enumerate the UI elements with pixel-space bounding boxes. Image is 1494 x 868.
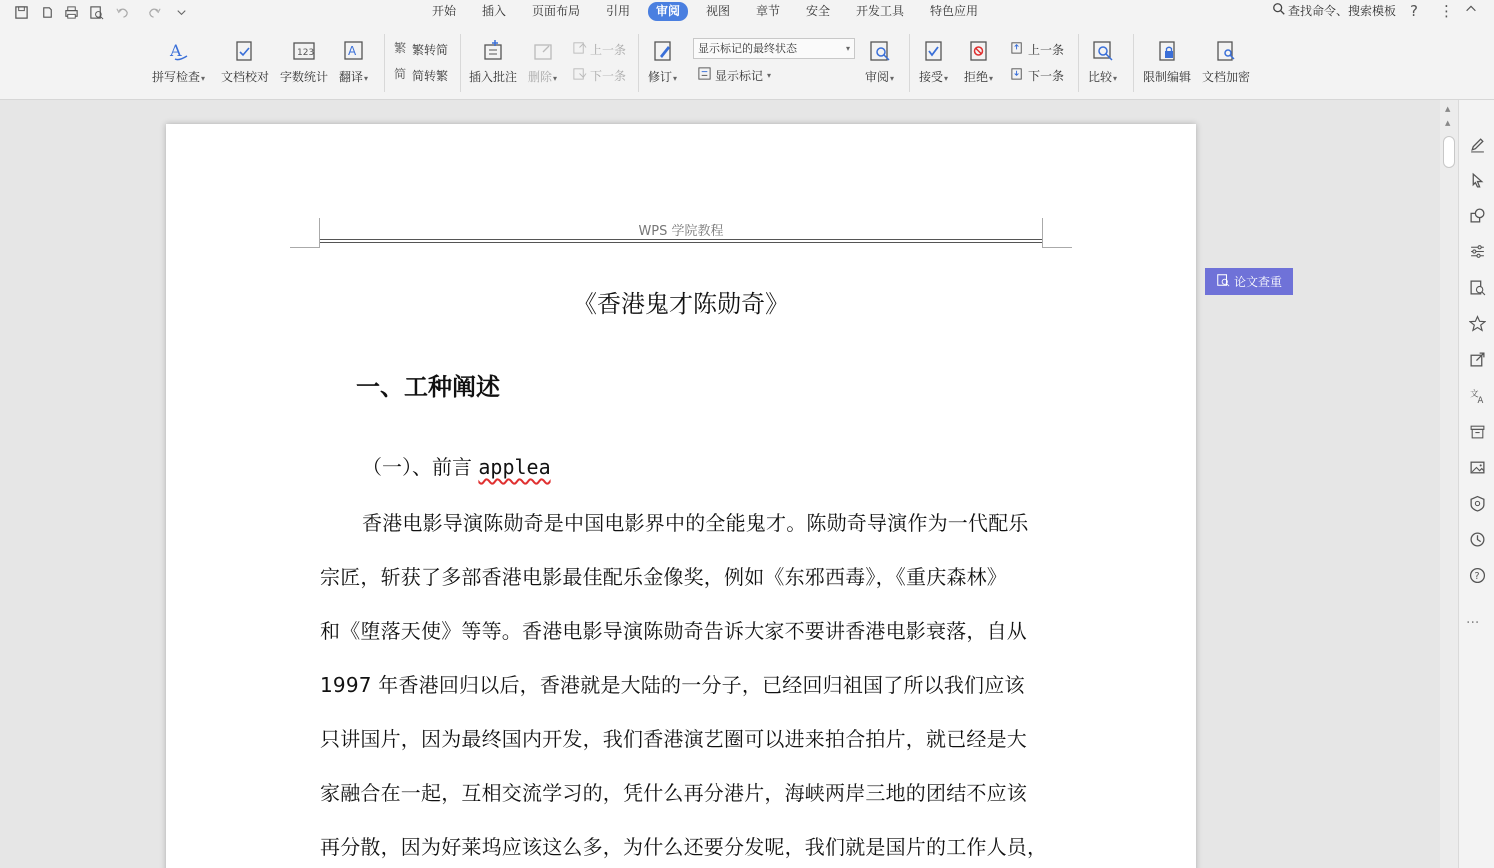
ribbon-separator	[1133, 34, 1134, 92]
accept-button[interactable]: 接受▾	[919, 38, 948, 85]
compare-icon	[1090, 38, 1116, 64]
next-change-label: 下一条	[1028, 68, 1065, 83]
compare-label: 比较	[1088, 70, 1113, 84]
tab-references[interactable]: 引用	[606, 4, 631, 18]
heading-2[interactable]	[362, 451, 551, 480]
review-pane-label: 审阅	[865, 70, 890, 84]
spell-check-icon	[166, 38, 192, 64]
show-markup-label: 显示标记	[715, 68, 764, 83]
tab-view[interactable]: 视图	[706, 4, 731, 18]
markup-state-dropdown[interactable]	[693, 38, 855, 59]
header-rule	[320, 239, 1042, 240]
search-command-label: 查找命令、搜索模板	[1288, 4, 1397, 18]
svg-text:文: 文	[1469, 389, 1479, 400]
collapse-ribbon-icon[interactable]	[1464, 2, 1478, 21]
search-command[interactable]	[1272, 2, 1396, 21]
tab-chapter[interactable]: 章节	[756, 4, 781, 18]
right-sidebar	[1458, 100, 1494, 868]
simp-to-trad-label: 简转繁	[412, 68, 449, 83]
doc-encrypt-button[interactable]	[1202, 38, 1250, 85]
more-tools-icon[interactable]: ···	[1466, 615, 1480, 631]
svg-text:?: ?	[1474, 570, 1480, 582]
markup-state-value: 显示标记的最终状态	[698, 42, 797, 55]
menu-bar	[0, 0, 1494, 24]
encrypt-icon	[1213, 38, 1239, 64]
accept-icon	[921, 38, 947, 64]
show-markup-button[interactable]: 显示标记 ▾	[697, 66, 771, 84]
trad-to-simp-label: 繁转简	[412, 42, 449, 57]
spell-check-button[interactable]: A 拼写检查▾	[152, 38, 205, 85]
trad-to-simp-button[interactable]	[394, 40, 448, 58]
next-change-icon	[1010, 66, 1025, 84]
tab-review[interactable]: 审阅	[648, 2, 688, 21]
prev-change-icon	[1010, 40, 1025, 58]
paper-check-button[interactable]	[1205, 268, 1293, 295]
cursor-icon[interactable]	[1467, 170, 1487, 190]
prev-comment-button[interactable]	[572, 40, 626, 58]
next-comment-button[interactable]	[572, 66, 626, 84]
ribbon-separator	[638, 34, 639, 92]
image-icon[interactable]	[1467, 457, 1487, 477]
delete-comment-label: 删除	[528, 70, 553, 84]
paragraph-line[interactable]: 宗匠，斩获了多部香港电影最佳配乐金像奖，例如《东邪西毒》，《重庆森林》	[320, 565, 1007, 589]
search-icon	[1272, 2, 1286, 22]
heading-2-text: （一）、前言	[362, 455, 479, 479]
output-pdf-icon[interactable]	[38, 3, 56, 21]
next-change-button[interactable]	[1010, 66, 1064, 84]
compare-button[interactable]: 比较▾	[1088, 38, 1117, 85]
track-changes-icon	[650, 38, 676, 64]
word-count-icon	[291, 38, 317, 64]
ribbon-separator	[460, 34, 461, 92]
vertical-scrollbar[interactable]	[1440, 100, 1458, 868]
misspelled-word[interactable]: applea	[478, 455, 551, 479]
prev-change-label: 上一条	[1028, 42, 1065, 57]
paper-check-label: 论文查重	[1233, 275, 1282, 289]
trad-to-simp-icon	[394, 40, 409, 58]
prev-change-button[interactable]	[1010, 40, 1064, 58]
lock-icon	[1154, 38, 1180, 64]
doc-proofread-label: 文档校对	[221, 70, 270, 84]
document-page[interactable]	[166, 124, 1196, 868]
svg-text:简: 简	[394, 67, 407, 81]
tab-developer[interactable]: 开发工具	[856, 4, 905, 18]
paragraph-line[interactable]: 和《堕落天使》等等。香港电影导演陈勋奇告诉大家不要讲香港电影衰落，自从	[320, 619, 1027, 643]
paragraph-line[interactable]: 家融合在一起，互相交流学习的，凭什么再分港片，海峡两岸三地的团结不应该	[320, 781, 1027, 805]
pen-icon[interactable]	[1467, 134, 1487, 154]
more-icon[interactable]: ⋮	[1439, 2, 1454, 20]
show-markup-icon	[697, 66, 712, 84]
paragraph-line[interactable]: 再分散，因为好莱坞应该这么多，为什么还要分发呢，我们就是国片的工作人员，	[320, 835, 1048, 859]
word-count-button[interactable]	[280, 38, 328, 85]
header-rule	[320, 242, 1042, 243]
ribbon-separator	[909, 34, 910, 92]
svg-text:A: A	[347, 44, 356, 58]
prev-comment-icon	[572, 40, 587, 58]
page-header-text[interactable]: WPS 学院教程	[638, 224, 724, 239]
insert-comment-icon	[480, 38, 506, 64]
insert-comment-button[interactable]	[469, 38, 517, 85]
next-comment-label: 下一条	[590, 68, 627, 83]
star-icon[interactable]	[1467, 313, 1487, 333]
tab-home[interactable]: 开始	[432, 4, 457, 18]
translate-label: 翻译	[339, 70, 364, 84]
doc-proofread-button[interactable]	[221, 38, 269, 85]
shield-icon[interactable]	[1467, 493, 1487, 513]
help-icon[interactable]: ?	[1410, 2, 1418, 20]
review-pane-icon	[867, 38, 893, 64]
reject-label: 拒绝	[964, 70, 989, 84]
translate-icon	[341, 38, 367, 64]
chevron-down-icon: ▾	[845, 44, 850, 53]
svg-text:A: A	[1477, 395, 1483, 404]
svg-text:A: A	[169, 41, 182, 60]
undo-icon[interactable]	[113, 3, 131, 21]
track-changes-label: 修订	[648, 70, 673, 84]
scroll-up-icon[interactable]: ▲	[1445, 119, 1451, 127]
translate-side-icon[interactable]	[1467, 385, 1487, 405]
paragraph-line[interactable]: 只讲国片，因为最终国内开发，我们香港演艺圈可以进来拍合拍片，就已经是大	[320, 727, 1027, 751]
history-icon[interactable]	[1467, 529, 1487, 549]
settings-sliders-icon[interactable]	[1467, 241, 1487, 261]
next-comment-icon	[572, 66, 587, 84]
spell-check-label: 拼写检查	[152, 70, 201, 84]
reject-button[interactable]: 拒绝▾	[964, 38, 993, 85]
paper-check-icon	[1216, 273, 1230, 290]
help-circle-icon[interactable]	[1467, 565, 1487, 585]
doc-encrypt-label: 文档加密	[1202, 70, 1251, 84]
delete-comment-button[interactable]: 删除▾	[528, 38, 557, 85]
prev-comment-label: 上一条	[590, 42, 627, 57]
word-count-label: 字数统计	[280, 70, 329, 84]
tab-insert[interactable]: 插入	[482, 4, 507, 18]
translate-button[interactable]: A 翻译▾	[339, 38, 368, 85]
save-icon[interactable]	[12, 3, 30, 21]
document-search-icon[interactable]	[1467, 277, 1487, 297]
tab-security[interactable]: 安全	[806, 4, 831, 18]
paragraph-line[interactable]: 香港电影导演陈勋奇是中国电影界中的全能鬼才。陈勋奇导演作为一代配乐	[362, 511, 1029, 535]
scrollbar-thumb[interactable]	[1443, 136, 1455, 168]
tab-special-apps[interactable]: 特色应用	[930, 4, 979, 18]
track-changes-button[interactable]: 修订▾	[648, 38, 677, 85]
share-icon[interactable]	[1467, 349, 1487, 369]
ribbon-separator	[384, 34, 385, 92]
restrict-edit-label: 限制编辑	[1143, 70, 1192, 84]
doc-proofread-icon	[232, 38, 258, 64]
review-pane-button[interactable]: 审阅▾	[865, 38, 894, 85]
review-ribbon	[0, 24, 1494, 100]
simp-to-trad-icon	[394, 66, 409, 84]
archive-icon[interactable]	[1467, 421, 1487, 441]
ribbon-separator	[1078, 34, 1079, 92]
document-title[interactable]: 《香港鬼才陈勋奇》	[573, 290, 789, 318]
print-icon[interactable]	[62, 3, 80, 21]
shapes-icon[interactable]	[1467, 205, 1487, 225]
paragraph-line[interactable]: 1997 年香港回归以后，香港就是大陆的一分子，已经回归祖国了所以我们应该	[320, 673, 1025, 697]
svg-text:123: 123	[297, 48, 315, 58]
redo-icon[interactable]	[145, 3, 163, 21]
reject-icon	[966, 38, 992, 64]
simp-to-trad-button[interactable]	[394, 66, 448, 84]
restrict-edit-button[interactable]	[1143, 38, 1191, 85]
print-preview-icon[interactable]	[87, 3, 105, 21]
tab-page-layout[interactable]: 页面布局	[532, 4, 581, 18]
insert-comment-label: 插入批注	[469, 70, 518, 84]
heading-1[interactable]: 一、工种阐述	[356, 373, 500, 401]
customize-toolbar-icon[interactable]	[172, 3, 190, 21]
accept-label: 接受	[919, 70, 944, 84]
delete-comment-icon	[530, 38, 556, 64]
scroll-page-up-icon[interactable]: ▲	[1445, 105, 1451, 113]
svg-text:繁: 繁	[394, 41, 407, 55]
